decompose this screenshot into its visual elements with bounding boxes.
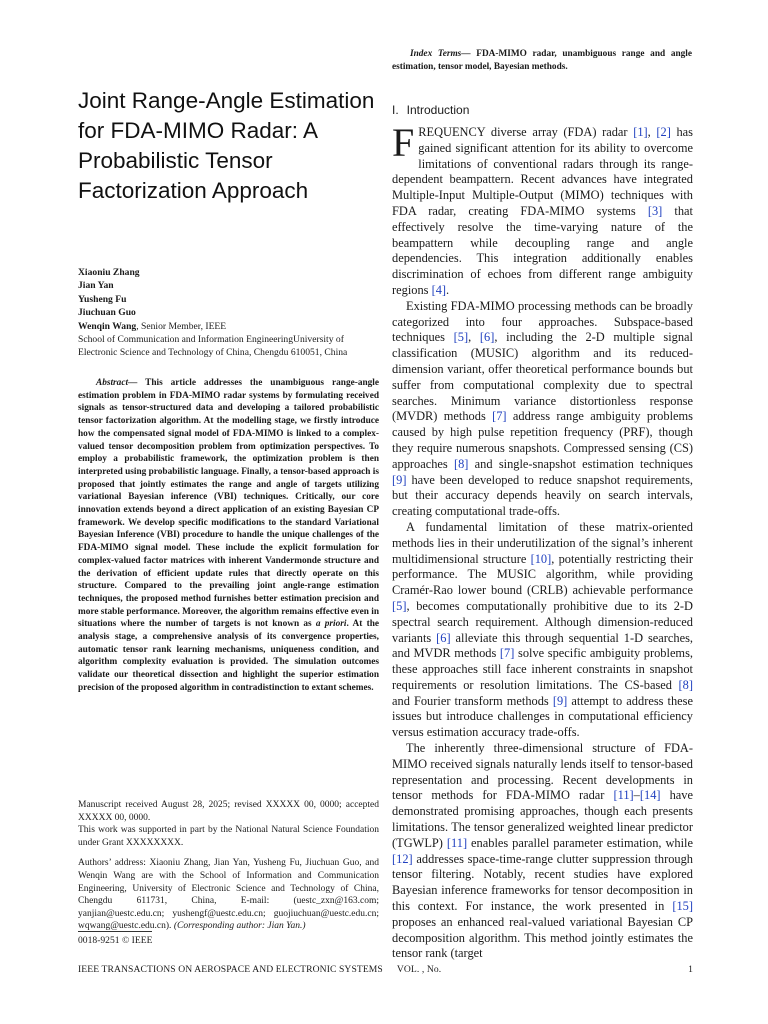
index-terms-text: FDA-MIMO radar, unambiguous range and angle estimation, tensor model, Bayesian methods. <box>392 49 692 72</box>
citation-link[interactable]: [3] <box>647 203 663 218</box>
author-name: Jiuchuan Guo <box>78 307 136 319</box>
index-terms <box>392 48 692 73</box>
manuscript-received: Manuscript received August 28, 2025; revised XXXXX 00, 0000; accepted XXXXX 00, 0000. <box>78 800 379 823</box>
abstract-emphasis: a priori <box>315 619 347 630</box>
page-footer <box>78 964 693 975</box>
author-block <box>78 266 380 360</box>
paper-title: Joint Range-Angle Estimation for FDA-MIMO Radar: A Probabilistic Tensor Factorization Approach <box>78 88 375 203</box>
citation-link[interactable]: [6] <box>436 630 451 645</box>
intro-paragraph: Existing FDA-MIMO processing methods can be broadly categorized into four approaches. Subspace-based techniques [5], [6], including the 2-D multiple signal classification (MUSIC) algorithm and its reduced-dimension variant, offer theoretical performance bounds but suffer from computational complexity due to spectral searches. Minimum variance distortionless response (MVDR) methods [7] address range ambiguity problems caused by high pulse repetition frequency (PRF), though they require numerous snapshots. Compressed sensing (CS) approaches [8] and single-snapshot estimation techniques [9] have been developed to reduce snapshot requirements, but their accuracy depends heavily on search intervals, creating computational trade-offs. <box>392 298 694 519</box>
volume-info: VOL. , No. <box>396 964 442 975</box>
citation-link[interactable]: [9] <box>392 472 407 487</box>
footnote-divider <box>78 931 152 932</box>
citation-link[interactable]: [14] <box>639 788 661 803</box>
journal-name: IEEE TRANSACTIONS ON AEROSPACE AND ELECTRONIC SYSTEMS <box>78 964 383 975</box>
intro-paragraph: A fundamental limitation of these matrix-oriented methods lies in their underutilization of the signal’s inherent multidimensional structure [10], potentially restricting their performance. The MUSIC algorithm, while providing Cramér-Rao lower bound (CRLB) achievable performance [5], becomes computationally prohibitive due to its 2-D spectral search requirement. Although dimension-reduced variants [6] alleviate this through sequential 1-D searches, and MVDR methods [7] solve specific ambiguity problems, these approaches still face inherent constraints in snapshot requirements or resolution limitations. The CS-based [8] and Fourier transform methods [9] attempt to address these issues but introduce challenges in computational efficiency versus estimation accuracy trade-offs. <box>392 519 694 740</box>
citation-link[interactable]: [12] <box>392 851 413 866</box>
page-number: 1 <box>688 964 693 975</box>
section-number: I. <box>392 103 399 117</box>
abstract-label: Abstract <box>96 378 129 388</box>
citation-link[interactable]: [6] <box>479 330 495 345</box>
manuscript-footnote <box>78 799 379 933</box>
author-name: Yusheng Fu <box>78 293 127 305</box>
citation-link[interactable]: [15] <box>672 899 693 914</box>
section-heading <box>392 103 469 117</box>
citation-link[interactable]: [2] <box>656 125 671 139</box>
citation-link[interactable]: [5] <box>392 598 407 613</box>
abstract-dash: — <box>128 378 146 388</box>
authors-address: Authors’ address: Xiaoniu Zhang, Jian Yan, Yusheng Fu, Jiuchuan Guo, and Wenqin Wang are with the School of Information and Communication Engineering, University of Electronic Science and Technology of China, Chengdu 611731, China, E-mail: (uestc_zxn@163.com; yanjian@uestc.edu.cn; yushengf@uestc.edu.cn; guojiuchuan@uestc.edu.cn; wqwang@uestc.edu.cn). (Corresponding author: Jian Yan.) <box>78 858 379 932</box>
intro-paragraph: The inherently three-dimensional structure of FDA-MIMO received signals naturally lends itself to tensor-based representation and processing. Recent developments in tensor methods for FDA-MIMO radar [11]–[14] have demonstrated promising approaches, though each presents limitations. The tensor generalized weighted linear predictor (TGWLP) [11] enables parallel parameter estimation, while [12] addresses space-time-range clutter suppression through tensor filtering. Notably, recent studies have explored Bayesian inference frameworks for tensor decomposition in this context. For instance, the work presented in [15] proposes an enhanced real-valued variational Bayesian CP decomposition algorithm. This method jointly estimates the tensor rank (target <box>392 741 694 961</box>
author-affiliation: School of Communication and Information EngineeringUniversity of Electronic Science and Technology of China, Chengdu 610051, China <box>78 334 348 359</box>
index-terms-label: Index Terms <box>410 49 462 59</box>
citation-link[interactable]: [11] <box>446 835 468 850</box>
author-name: Xiaoniu Zhang <box>78 267 140 278</box>
author-name: Jian Yan <box>78 280 114 292</box>
citation-link[interactable]: [1] <box>633 125 648 139</box>
citation-link[interactable]: [5] <box>453 330 469 345</box>
section-title: Introduction <box>406 103 470 117</box>
citation-link[interactable]: [11] <box>613 788 634 803</box>
citation-link[interactable]: [8] <box>453 456 469 471</box>
corresponding-author: (Corresponding author: Jian Yan.) <box>173 921 306 932</box>
citation-link[interactable]: [9] <box>552 693 568 708</box>
drop-cap: F <box>392 120 415 165</box>
abstract-text-continued: . At the analysis stage, a comprehensive analysis of its convergence properties, automatic tensor rank learning mechanisms, uniqueness condition, and algorithm complexity evaluation is provided. The simulation outcomes validate our theoretical dissection and highlight the superior estimation precision of the proposed algorithm in contradistinction to extant schemes. <box>78 619 379 693</box>
abstract <box>78 377 379 695</box>
intro-paragraph: FREQUENCY diverse array (FDA) radar [1], [2] has gained significant attention for its ability to overcome limitations of conventional radars through its range-dependent beampattern. Recent advances have integrated Multiple-Input Multiple-Output (MIMO) techniques with FDA radar, creating FDA-MIMO systems [3] that effectively resolve the time-varying nature of the beampattern while decoupling range and angle dependencies. This integration additionally enables discrimination of echoes from different range ambiguity regions [4]. <box>392 120 694 297</box>
index-terms-dash: — <box>461 49 477 59</box>
introduction-body <box>392 120 694 962</box>
author-name: Wenqin Wang, Senior Member, IEEE <box>78 320 227 332</box>
copyright-notice: 0018-9251 © IEEE <box>78 935 153 946</box>
abstract-text: This article addresses the unambiguous range-angle estimation problem in FDA-MIMO radar systems by formulating received signals as tensor-structured data and developing a tailored probabilistic tensor factorization algorithm. At the modelling stage, we firstly introduce how the compensated signal model of FDA-MIMO is linked to a complex-valued tensor decomposition problem from optimization perspectives. To employ a probabilistic framework, the optimization problem is then interpreted using probabilistic language. Finally, a tensor-based approach is proposed that jointly estimates the range and angle of targets utilizing variational Bayesian inference (VBI) techniques. Critically, our core innovation extends beyond a direct application of an existing Bayesian CP framework. We develop specific modifications to the standard Variational Bayesian Inference (VBI) procedure to handle the unique challenges of the FDA-MIMO signal model. These include the explicit formulation for complex-valued factor matrices with inherent Vandermonde structure and the derivation of efficient update rules that directly operate on this structure. Compared to the prevailing joint angle-range estimation techniques, the proposed method furnishes better estimation precision and more stable performance. Moreover, the algorithm remains effective even in situations where the number of targets is not known as <box>78 378 379 630</box>
funding-note: This work was supported in part by the National Natural Science Foundation under Grant XXXXXXXX. <box>78 825 379 848</box>
citation-link[interactable]: [8] <box>678 677 693 692</box>
citation-link[interactable]: [4] <box>431 282 447 297</box>
citation-link[interactable]: [7] <box>499 646 515 661</box>
citation-link[interactable]: [10] <box>530 551 552 566</box>
citation-link[interactable]: [7] <box>492 409 507 424</box>
